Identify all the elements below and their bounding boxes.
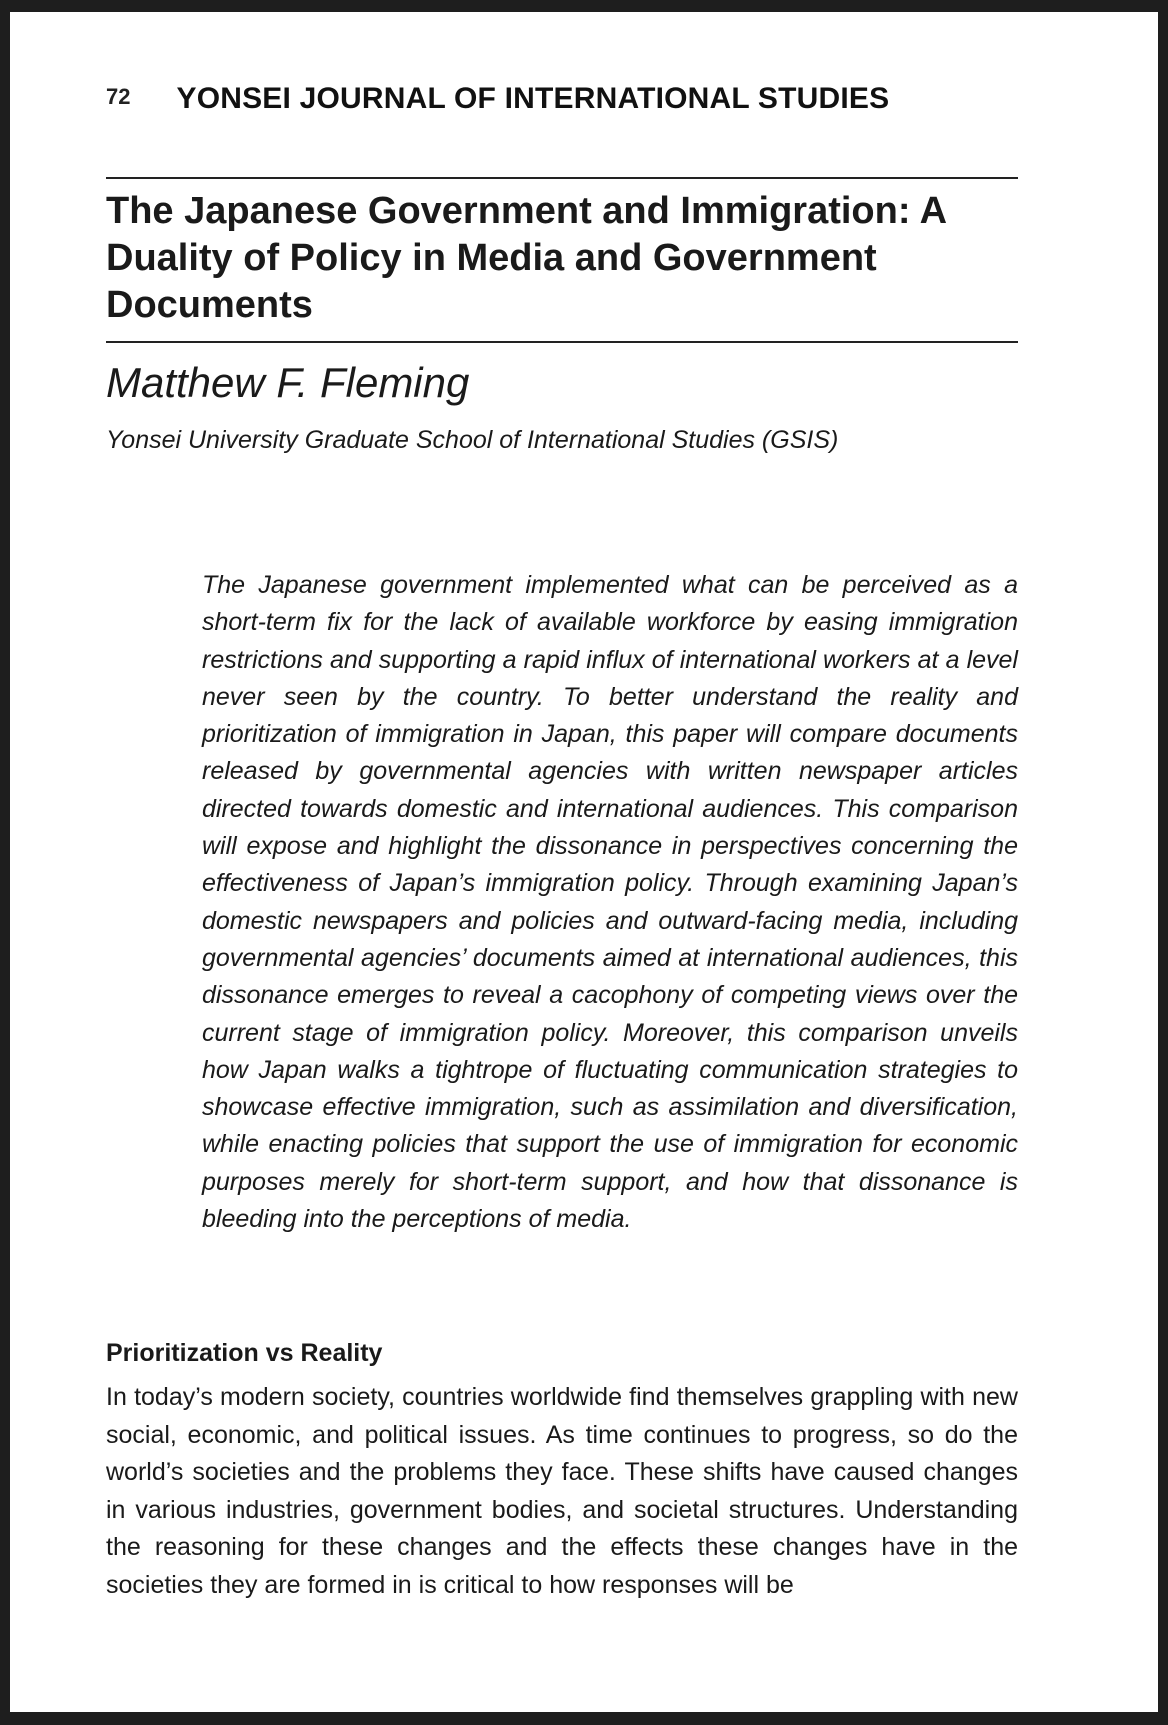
author-name: Matthew F. Fleming <box>106 359 470 406</box>
scroll-indicator <box>1155 532 1158 622</box>
journal-title: YONSEI JOURNAL OF INTERNATIONAL STUDIES <box>176 82 890 115</box>
body-paragraph: In today’s modern society, countries worldwide find themselves grappling with new social, economic, and political issues. As time continues to progress, so do the world’s societies and the problems they face. These shifts have caused changes in various industries, government bodies, and societal structures. Understanding the reasoning for these changes and the effects these changes have in the societies they are formed in is critical to how responses will be <box>106 1383 1018 1599</box>
running-header <box>106 82 889 116</box>
title-rule-top <box>106 177 1018 179</box>
section-heading: Prioritization vs Reality <box>106 1339 383 1367</box>
article-title: The Japanese Government and Immigration: A Duality of Policy in Media and Government Documents <box>106 190 946 326</box>
author-affiliation: Yonsei University Graduate School of International Studies (GSIS) <box>106 426 839 454</box>
abstract-text: The Japanese government implemented what can be perceived as a short-term fix for the lack of available workforce by easing immigration restrictions and supporting a rapid influx of international workers at a level never seen by the country. To better understand the reality and prioritization of immigration in Japan, this paper will compare documents released by governmental agencies with written newspaper articles directed towards domestic and international audiences. This comparison will expose and highlight the dissonance in perspectives concerning the effectiveness of Japan’s immigration policy. Through examining Japan’s domestic newspapers and policies and outward-facing media, including governmental agencies’ documents aimed at international audiences, this dissonance emerges to reveal a cacophony of competing views over the current stage of immigration policy. Moreover, this comparison unveils how Japan walks a tightrope of fluctuating communication strategies to showcase effective immigration, such as assimilation and diversification, while enacting policies that support the use of immigration for economic purposes merely for short-term support, and how that dissonance is bleeding into the perceptions of media. <box>202 571 1018 1234</box>
title-rule-bottom <box>106 341 1018 343</box>
page-number: 72 <box>106 84 131 109</box>
document-page <box>10 12 1158 1712</box>
